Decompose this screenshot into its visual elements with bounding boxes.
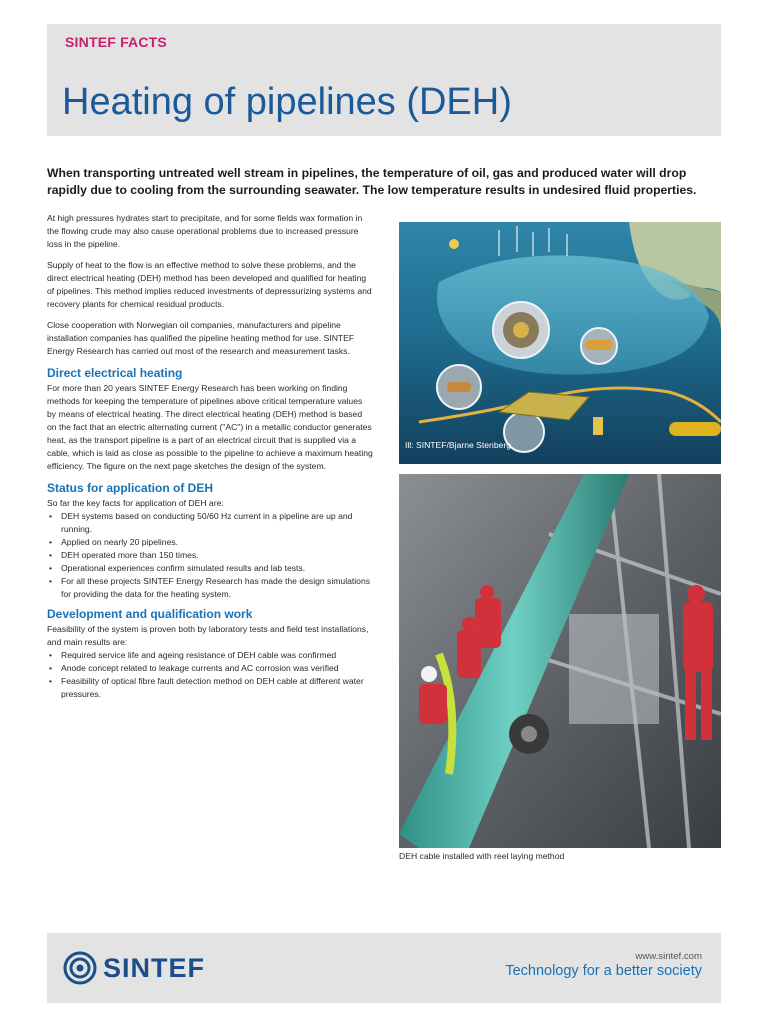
list-item: • Feasibility of optical fibre fault detection method on DEH cable at different water pressures. bbox=[47, 675, 373, 701]
heading-direct-electrical-heating: Direct electrical heating bbox=[47, 366, 183, 380]
list-item: • Required service life and ageing resistance of DEH cable was confirmed bbox=[47, 649, 373, 662]
development-list bbox=[47, 649, 373, 701]
body-column bbox=[47, 212, 373, 707]
header-band bbox=[47, 24, 721, 136]
status-list bbox=[47, 510, 373, 601]
footer-url[interactable]: www.sintef.com bbox=[635, 951, 702, 962]
intro-paragraph-3: Close cooperation with Norwegian oil companies, manufacturers and pipeline installation companies has qualified the pipeline heating method for use. SINTEF Energy Research has carried out most of the research and measurement tasks. bbox=[47, 320, 355, 356]
list-item: • DEH operated more than 150 times. bbox=[47, 549, 373, 562]
installation-photo bbox=[399, 474, 721, 848]
figure-credit: Ill: SINTEF/Bjarne Stenberg bbox=[405, 440, 512, 450]
footer-tagline: Technology for a better society bbox=[505, 963, 702, 979]
sintef-logo-icon bbox=[63, 951, 97, 985]
list-item: • Operational experiences confirm simulated results and lab tests. bbox=[47, 562, 373, 575]
logo-text: SINTEF bbox=[103, 953, 206, 983]
deh-paragraph: For more than 20 years SINTEF Energy Research has been working on finding methods for keeping the temperature of pipelines above critical temperature values by means of electrical heating. The direct electrical heating (DEH) method is based on the fact that an electric alternating current ("AC") in a metallic conductor generates heat, as the transport pipeline is a part of an electrical circuit that is supplied via a cable, which is laid as close as possible to the pipeline to achieve a maximum heating efficiency. The figure on the next page sketches the design of the system. bbox=[47, 383, 373, 471]
list-item: • DEH systems based on conducting 50/60 Hz current in a pipeline are up and running. bbox=[47, 510, 373, 536]
development-intro: Feasibility of the system is proven both by laboratory tests and field test installations, and main results are: bbox=[47, 624, 369, 647]
figure-caption: DEH cable installed with reel laying method bbox=[399, 851, 565, 861]
list-item: • Applied on nearly 20 pipelines. bbox=[47, 536, 373, 549]
installation-photo-graphic bbox=[399, 474, 721, 848]
lead-paragraph: When transporting untreated well stream in pipelines, the temperature of oil, gas and produced water will drop rapidly due to cooling from the surrounding seawater. The low temperature results in undesired fluid properties. bbox=[47, 166, 697, 197]
page-title: Heating of pipelines (DEH) bbox=[62, 81, 512, 123]
kicker-label: SINTEF FACTS bbox=[65, 34, 167, 50]
subsea-illustration bbox=[399, 222, 721, 464]
status-intro: So far the key facts for application of DEH are: bbox=[47, 498, 224, 508]
list-item: • Anode concept related to leakage currents and AC corrosion was verified bbox=[47, 662, 373, 675]
subsea-illustration-graphic bbox=[399, 222, 721, 464]
heading-development: Development and qualification work bbox=[47, 607, 253, 621]
footer-band bbox=[47, 933, 721, 1003]
sintef-logo bbox=[63, 951, 205, 985]
intro-paragraph-1: At high pressures hydrates start to precipitate, and for some fields wax formation in the flowing crude may also cause operational problems due to increased pressure loss in the pipeline. bbox=[47, 213, 363, 249]
heading-status: Status for application of DEH bbox=[47, 481, 214, 495]
intro-paragraph-2: Supply of heat to the flow is an effective method to solve these problems, and the direct electrical heating (DEH) method has been developed and qualified for heating of pipelines. This method implies reduced investments of depressurizing systems and recovery plants for chemical residual products. bbox=[47, 260, 372, 309]
list-item: • For all these projects SINTEF Energy Research has made the design simulations for providing the data for the heating system. bbox=[47, 575, 373, 601]
